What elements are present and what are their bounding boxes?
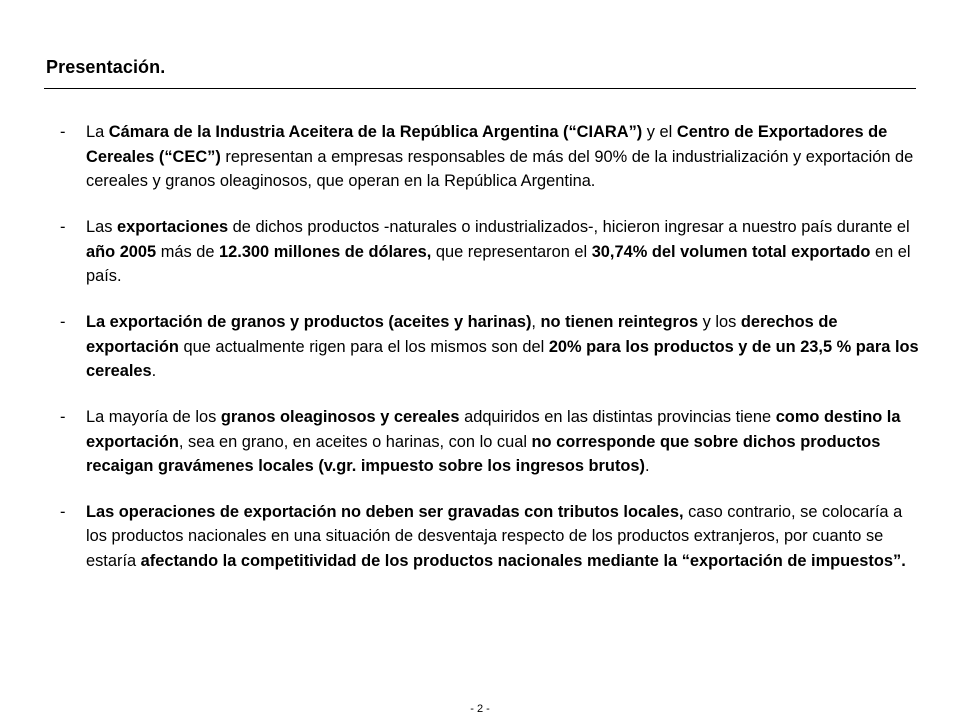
- text-segment: , sea en grano, en aceites o harinas, con lo cual: [178, 432, 532, 451]
- bullet-text: [86, 405, 920, 479]
- text-segment: y el: [642, 123, 677, 141]
- text-segment-bold: La exportación de granos y productos (aceites y harinas): [86, 312, 532, 331]
- text-segment-bold: año 2005: [86, 242, 157, 261]
- text-segment-bold: granos oleaginosos y cereales: [220, 407, 460, 426]
- bullet-marker: -: [60, 123, 66, 141]
- title-divider: [44, 88, 916, 89]
- text-segment: que actualmente rigen para el los mismos son del: [178, 337, 549, 356]
- text-segment-bold: no tienen reintegros: [540, 312, 699, 331]
- bullet-item-2: [60, 215, 920, 289]
- text-segment-bold: afectando la competitividad de los productos nacionales mediante la “exportación de impuestos”.: [140, 552, 906, 571]
- bullet-marker: -: [60, 312, 66, 331]
- bullet-text: [86, 310, 920, 384]
- text-segment: y los: [698, 312, 741, 331]
- text-segment: adquiridos en las distintas provincias tiene: [459, 407, 776, 426]
- text-segment: La: [86, 123, 109, 141]
- text-segment: en el país.: [86, 242, 911, 286]
- text-segment: Las: [86, 217, 117, 236]
- bullet-item-5: [60, 500, 920, 574]
- bullet-item-1: [60, 120, 920, 194]
- text-segment-bold: derechos de exportación: [86, 312, 838, 356]
- text-segment-bold: no corresponde que sobre dichos productos recaigan gravámenes locales (v.gr. impuesto sobre los ingresos brutos): [86, 432, 881, 476]
- text-segment: .: [151, 362, 157, 381]
- text-segment: representan a empresas responsables de más del 90% de la industrialización y exportación de cereales y granos oleaginosos, que operan en la República Argentina.: [86, 147, 914, 191]
- text-segment: ,: [531, 312, 541, 331]
- page-title: Presentación.: [46, 57, 166, 77]
- bullet-text: [86, 500, 920, 574]
- bullet-list: [60, 120, 920, 595]
- bullet-text: [86, 120, 920, 194]
- text-segment-bold: como destino la exportación: [86, 407, 901, 451]
- bullet-text: [86, 215, 920, 289]
- text-segment: de dichos productos -naturales o industrializados-, hicieron ingresar a nuestro país durante el: [228, 217, 910, 236]
- text-segment-bold: 30,74% del volumen total exportado: [591, 242, 871, 261]
- bullet-marker: -: [60, 217, 66, 236]
- text-segment-bold: Las operaciones de exportación no deben ser gravadas con tributos locales,: [86, 502, 684, 521]
- bullet-marker: -: [60, 407, 66, 426]
- text-segment: La mayoría de los: [86, 407, 221, 426]
- text-segment: .: [645, 457, 650, 476]
- text-segment-bold: Cámara de la Industria Aceitera de la República Argentina (“CIARA”): [108, 123, 643, 141]
- text-segment: más de: [156, 242, 220, 261]
- text-segment-bold: 12.300 millones de dólares,: [219, 242, 432, 261]
- bullet-item-3: [60, 310, 920, 384]
- text-segment: que representaron el: [431, 242, 592, 261]
- text-segment-bold: Centro de Exportadores de Cereales (“CEC”): [86, 123, 888, 166]
- text-segment-bold: 20% para los productos y de un 23,5 % para los cereales: [86, 337, 919, 381]
- bullet-item-4: [60, 405, 920, 479]
- text-segment-bold: exportaciones: [116, 217, 229, 236]
- text-segment: caso contrario, se colocaría a los productos nacionales en una situación de desventaja respecto de los productos extranjeros, por cuanto se estaría: [86, 502, 903, 571]
- bullet-marker: -: [60, 502, 66, 521]
- page-number: - 2 -: [470, 703, 490, 715]
